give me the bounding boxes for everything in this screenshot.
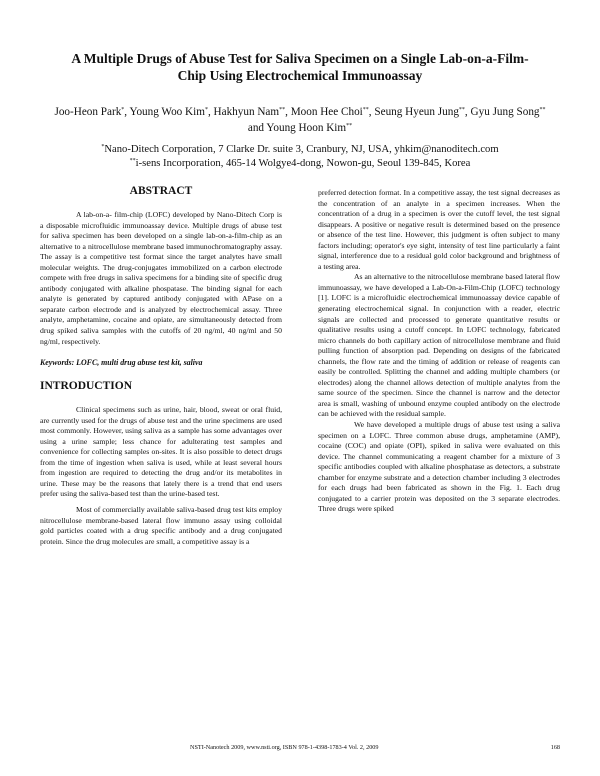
introduction-heading: INTRODUCTION (40, 380, 133, 393)
author-affiliation-mark: * (121, 107, 125, 113)
affiliation-mark: ** (129, 158, 136, 164)
author-separator: , (124, 106, 130, 118)
abstract-text: A lab-on-a- film-chip (LOFC) developed by Nano-Ditech Corp is a disposable microfluidic immunoassay device. Multiple drugs of abuse test for saliva specimen has been developed on a single lab-on-a-film-chip as an alternative to a nitrocellulose membrane based immunochromatography assay. The assay is a competitive test format since the target analytes have small molecular weights. The drug-conjugates immobilized on a carbon electrode compete with free drugs in saliva specimens for a binding site of specific drug antibody conjugated with alkaline phospatase. The binding signal for each analyte is generated by captured antibody conjugated with APase on a separate carbon electrode and is analyzed by electrochemical assay. Three analyte, amphetamine, cocaine and opiate, are simultaneously detected from drug spiked saliva samples with the cutoffs of 20 ng/ml, 40 ng/ml and 50 ng/ml, respectively. (40, 210, 282, 346)
footer-reference: NSTI-Nanotech 2009, www.nsti.org, ISBN 978-1-4398-1783-4 Vol. 2, 2009 (190, 744, 379, 751)
author: Moon Hee Choi (290, 106, 363, 118)
body-paragraph: preferred detection format. In a competitive assay, the test signal decreases as the concentration of an analyte in a specimen increases. When the concentration of a drug in a specimen is over the cutoff level, the test signal disappears. A positive or negative result is determined based on the presence or absence of the test line. However, this judgment is often subject to many factors including; operator's eye sight, intensity of test line particularly a faint signal, interference due to a residual gold color background and brightness of a testing area. (318, 188, 560, 271)
affiliation-text: Nano-Ditech Corporation, 7 Clarke Dr. suite 3, Cranbury, NJ, USA, yhkim@nanoditech.com (104, 144, 499, 155)
affiliation-line (60, 157, 540, 171)
introduction-paragraph: Clinical specimens such as urine, hair, blood, sweat or oral fluid, are currently used for the drugs of abuse test and the urine specimens are used most commonly. However, using saliva as a sample has some advantages over using a urine sample; less chance for adulterating test samples and convenience for collecting samples on-sites. It is also possible to detect drugs from the time of ingestion when saliva is used, while at least several hours from ingestion are required to detecting the drug and/or its metabolites in urine. These may be the reasons that lately there is a trend that end users prefer using the saliva-based test than the urine-based test. (40, 405, 282, 499)
author-separator: and (247, 122, 267, 134)
keywords: Keywords: LOFC, multi drug abuse test kit, saliva (40, 358, 203, 368)
author-separator: , (464, 106, 471, 118)
body-paragraph: We have developed a multiple drugs of abuse test using a saliva specimen on a LOFC. Three common abuse drugs, amphetamine (AMP), cocaine (COC) and opiate (OPI), spiked in saliva were evaluated on this device. The channel communicating a reagent chamber for a mixture of 3 specific antibodies coupled with alkaline phosphatase as detectors, a substrate chamber for enzyme substrate and a detection chamber including 3 electrodes for each drugs had been fabricated as shown in the Fig. 1. Each drug conjugated to a carrier protein was deposited on the 3 separate electrodes. Three drugs were spiked (318, 420, 560, 514)
author-list (50, 104, 550, 136)
affiliation-text: i-sens Incorporation, 465-14 Wolgye4-dong, Nowon-gu, Seoul 139-845, Korea (135, 158, 471, 169)
body-paragraph: As an alternative to the nitrocellulose membrane based lateral flow immunoassay, we have developed a Lab-On-a-Film-Chip (LOFC) technology [1]. LOFC is a microfluidic electrochemical immunoassay device capable of generating electrochemical signal. In conjunction with a reader, electric signals are collected and processed to generate quantitative results or qualitative results using a cutoff concept. In LOFC technology, fabricated micro channels do both capillary action of nitrocellulose membrane and fluid pulling function of absorption pad. Depending on designs of the fabricated channels, the flow rate and the timing of addition or release of reagents can easily be controlled. Splitting the channel and adding multiple chambers (or electrodes) along the channel allows detection of multiple analytes from the same source of the specimen. Since the channel is narrow and the detector area is small, washing of unbound enzyme coupled antibody on the electrode can be achieved with the residual sample. (318, 272, 560, 419)
affiliation-mark: * (101, 144, 105, 150)
page-number: 168 (550, 744, 560, 751)
author-affiliation-mark: * (204, 107, 208, 113)
author-affiliation-mark: ** (458, 107, 465, 113)
author-separator: , (368, 106, 375, 118)
affiliations (60, 143, 540, 171)
author: Seung Hyeun Jung (374, 106, 459, 118)
author-affiliation-mark: ** (539, 107, 546, 113)
abstract-heading: ABSTRACT (129, 185, 193, 197)
introduction-paragraph: Most of commercially available saliva-based drug test kits employ nitrocellulose membrane-based lateral flow immuno assay using colloidal gold particles coated with a drug specific antibody and a drug conjugated protein. Since the drug molecules are small, a competitive assay is a (40, 505, 282, 546)
author-separator: , (207, 106, 214, 118)
author: Young Woo Kim (129, 106, 205, 118)
author: Gyu Jung Song (470, 106, 540, 118)
author-affiliation-mark: ** (346, 123, 353, 129)
author: Joo-Heon Park (54, 106, 122, 118)
author: Hakhyun Nam (213, 106, 280, 118)
author-separator: , (285, 106, 291, 118)
author-affiliation-mark: ** (362, 107, 369, 113)
author-affiliation-mark: ** (279, 107, 286, 113)
paper-title: A Multiple Drugs of Abuse Test for Saliva Specimen on a Single Lab-on-a-Film-Chip Using Electrochemical Immunoassay (71, 51, 529, 83)
left-column (40, 184, 282, 547)
author: Young Hoon Kim (266, 122, 347, 134)
right-column (318, 188, 560, 515)
affiliation-line (60, 143, 540, 157)
